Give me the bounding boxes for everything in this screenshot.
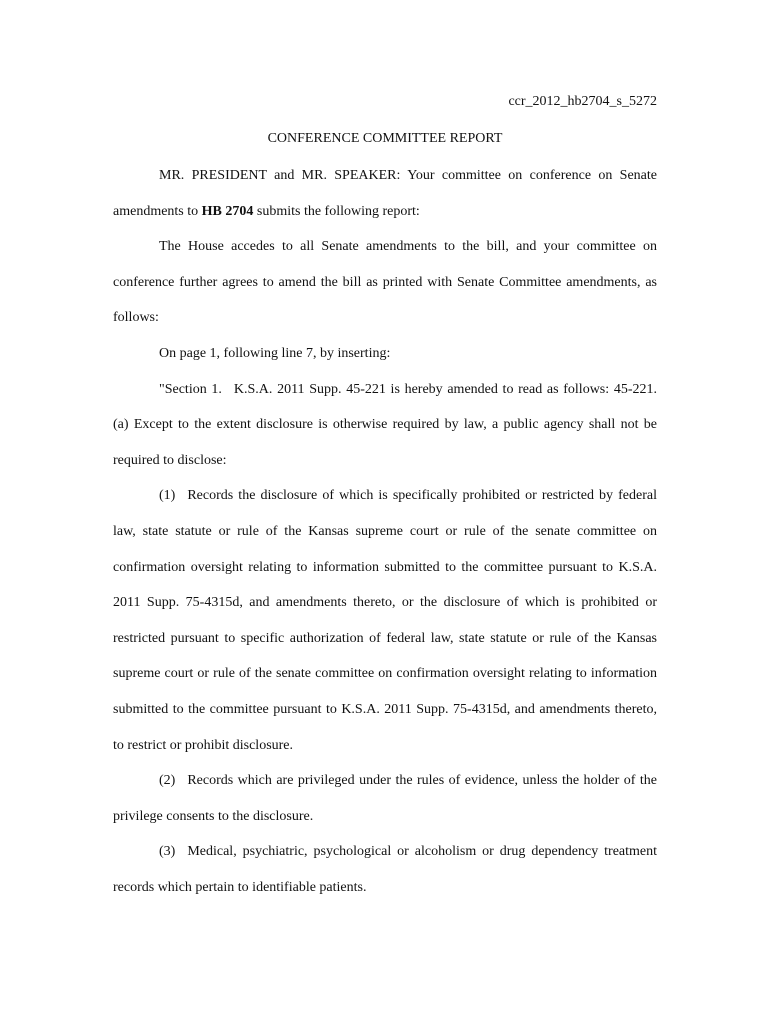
section-paragraph [113,372,657,479]
salutation-paragraph [113,158,657,229]
item-3-text: Medical, psychiatric, psychological or alcoholism or drug dependency treatment records which pertain to identifiable patients. [113,844,657,895]
section-text: K.S.A. 2011 Supp. 45-221 is hereby amended to read as follows: 45-221. (a) Except to the extent disclosure is otherwise required by law, a public agency shall not be required to disclose: [113,381,657,468]
bill-number: HB 2704 [201,203,254,219]
location-paragraph: On page 1, following line 7, by inserting: [159,345,391,361]
item-2-paragraph [113,763,657,834]
item-1-label: (1) [159,488,176,504]
item-3-label: (3) [159,844,176,860]
item-1-text: Records the disclosure of which is specifically prohibited or restricted by federal law, state statute or rule of the Kansas supreme court or rule of the senate committee on confirmation oversight relating to information submitted to the committee pursuant to K.S.A. 2011 Supp. 75-4315d, and amendments thereto, or the disclosure of which is prohibited or restricted pursuant to specific authorization of federal law, state statute or rule of the Kansas supreme court or rule of the senate committee on confirmation oversight relating to information submitted to the committee pursuant to K.S.A. 2011 Supp. 75-4315d, and amendments thereto, to restrict or prohibit disclosure. [113,488,657,753]
report-title: CONFERENCE COMMITTEE REPORT [267,131,503,146]
section-label: "Section 1. [159,381,222,397]
document-id: ccr_2012_hb2704_s_5272 [508,94,657,109]
salutation-text: MR. PRESIDENT and MR. SPEAKER: Your committee on conference on Senate amendments to [113,168,657,219]
accedes-paragraph: The House accedes to all Senate amendments to the bill, and your committee on conference further agrees to amend the bill as printed with Senate Committee amendments, as follows: [113,239,657,326]
item-2-label: (2) [159,773,176,789]
report-body [113,158,657,905]
item-2-text: Records which are privileged under the rules of evidence, unless the holder of the privilege consents to the disclosure. [113,773,657,824]
salutation-ending: submits the following report: [253,203,420,219]
item-3-paragraph [113,834,657,905]
item-1-paragraph [113,478,657,763]
